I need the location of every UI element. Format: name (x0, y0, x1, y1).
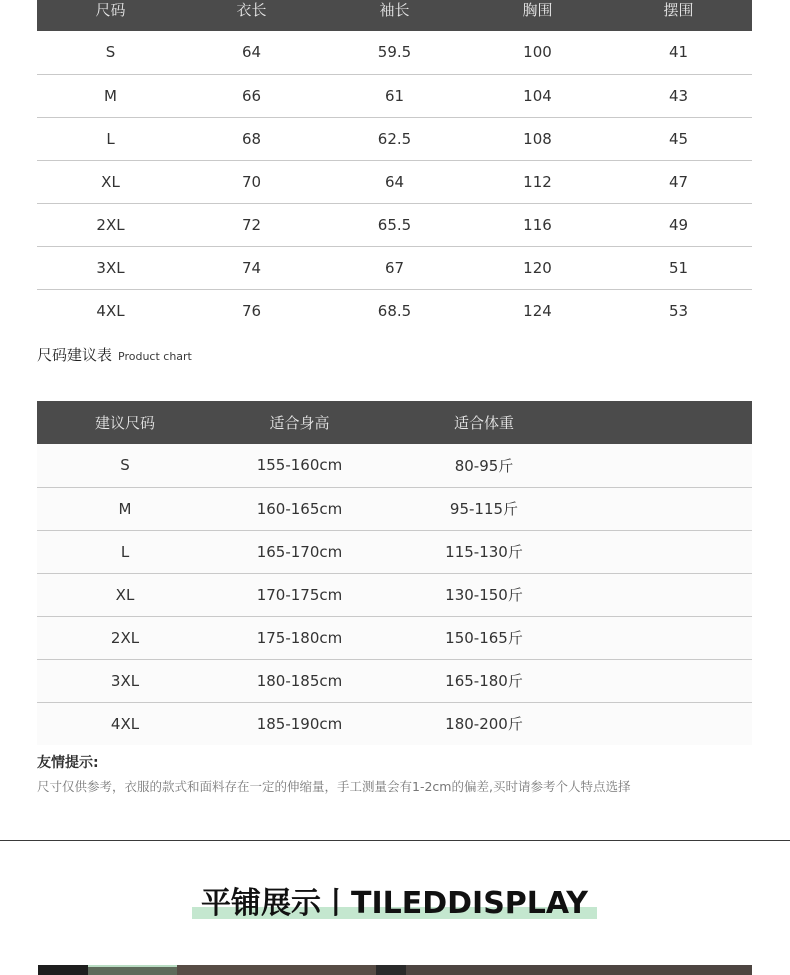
table-cell: 3XL (37, 246, 184, 289)
table-cell: 115-130斤 (386, 530, 582, 573)
table-cell: 72 (184, 203, 319, 246)
table-cell: 124 (523, 301, 552, 320)
table-cell: 49 (605, 203, 752, 246)
table-row (37, 289, 752, 332)
size-table-header-row (37, 0, 752, 31)
table-row (37, 659, 752, 702)
table-cell: 95-115斤 (386, 487, 582, 530)
table-cell: 80-95斤 (386, 444, 582, 487)
product-photo (38, 965, 752, 975)
tiled-display-banner (192, 878, 597, 922)
table-row (37, 444, 752, 487)
tips-title: 友情提示: (37, 755, 99, 771)
table-cell (582, 573, 752, 616)
table-cell (582, 444, 752, 487)
table-row (37, 487, 752, 530)
table-cell: 170-175cm (213, 573, 386, 616)
section-title-text: 尺码建议表 (37, 346, 113, 364)
table-cell: 2XL (37, 616, 213, 659)
table-cell (582, 659, 752, 702)
table-cell: 76 (241, 301, 262, 320)
table-cell: 51 (605, 246, 752, 289)
table-cell: M (37, 74, 184, 117)
table-cell: XL (37, 160, 184, 203)
table-row (37, 246, 752, 289)
table-cell: L (37, 530, 213, 573)
table-cell: 108 (470, 117, 605, 160)
table-cell: 67 (319, 246, 470, 289)
table-cell: 130-150斤 (386, 573, 582, 616)
size-table (37, 0, 752, 332)
table-cell: 3XL (37, 659, 213, 702)
table-cell: 165-180斤 (386, 659, 582, 702)
table-cell: 4XL (96, 301, 125, 320)
table-cell: 100 (470, 31, 605, 74)
table-cell: L (37, 117, 184, 160)
section-subtitle: Product chart (118, 350, 192, 363)
table-cell: 74 (184, 246, 319, 289)
size-header-hem: 摆围 (605, 0, 752, 31)
table-cell: 4XL (37, 702, 213, 745)
table-cell: 165-170cm (213, 530, 386, 573)
table-cell: 62.5 (319, 117, 470, 160)
table-cell: 185-190cm (213, 702, 386, 745)
section-title (37, 344, 192, 365)
table-row (37, 573, 752, 616)
table-cell (582, 702, 752, 745)
table-cell: M (37, 487, 213, 530)
table-cell: 180-185cm (213, 659, 386, 702)
table-cell: 66 (184, 74, 319, 117)
table-cell: 53 (668, 301, 689, 320)
table-cell: 45 (605, 117, 752, 160)
table-cell: S (37, 444, 213, 487)
table-row (37, 530, 752, 573)
table-cell: 47 (605, 160, 752, 203)
table-cell: S (37, 31, 184, 74)
rec-table-header-row (37, 401, 752, 444)
table-cell (582, 530, 752, 573)
table-cell: 61 (319, 74, 470, 117)
table-cell: XL (37, 573, 213, 616)
table-row (37, 203, 752, 246)
table-cell: 41 (605, 31, 752, 74)
table-cell: 150-165斤 (386, 616, 582, 659)
banner-title: 平铺展示丨TILEDDISPLAY (201, 886, 588, 921)
rec-header-size: 建议尺码 (37, 401, 213, 444)
table-cell: 116 (470, 203, 605, 246)
rec-header-height: 适合身高 (213, 401, 386, 444)
table-row (37, 117, 752, 160)
table-cell (582, 487, 752, 530)
table-cell: 2XL (37, 203, 184, 246)
table-row (37, 160, 752, 203)
table-cell: 59.5 (319, 31, 470, 74)
table-cell (582, 616, 752, 659)
table-cell: 64 (319, 160, 470, 203)
section-divider (0, 840, 790, 841)
table-row (37, 31, 752, 74)
table-cell: 64 (184, 31, 319, 74)
table-cell: 68 (184, 117, 319, 160)
rec-header-empty (582, 401, 752, 444)
table-cell: 160-165cm (213, 487, 386, 530)
table-row (37, 74, 752, 117)
table-cell: 120 (470, 246, 605, 289)
table-cell: 112 (470, 160, 605, 203)
table-cell: 104 (470, 74, 605, 117)
size-header-length: 衣长 (184, 0, 319, 31)
size-header-size: 尺码 (37, 0, 184, 31)
size-header-chest: 胸围 (470, 0, 605, 31)
rec-header-weight: 适合体重 (386, 401, 582, 444)
table-row (37, 702, 752, 745)
tips-text: 尺寸仅供参考，衣服的款式和面料存在一定的伸缩量，手工测量会有1-2cm的偏差,买时请参考个人特点选择 (37, 779, 631, 794)
size-header-sleeve: 袖长 (319, 0, 470, 31)
table-cell: 155-160cm (213, 444, 386, 487)
table-cell: 65.5 (319, 203, 470, 246)
table-row (37, 616, 752, 659)
table-cell: 180-200斤 (386, 702, 582, 745)
table-cell: 68.5 (377, 301, 412, 320)
table-cell: 43 (605, 74, 752, 117)
table-cell: 70 (184, 160, 319, 203)
recommendation-table (37, 401, 752, 745)
table-cell: 175-180cm (213, 616, 386, 659)
